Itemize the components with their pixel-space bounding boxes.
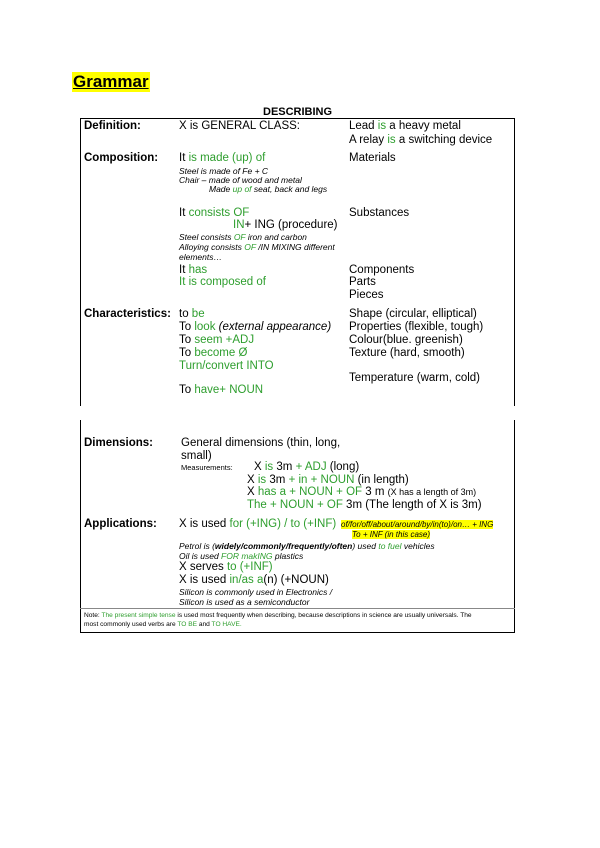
- characteristics-turn: Turn/convert INTO: [179, 360, 274, 372]
- characteristics-texture: Texture (hard, smooth): [349, 347, 465, 359]
- composition-ing: IN+ ING (procedure): [233, 219, 338, 231]
- composition-composed: It is composed of: [179, 276, 266, 288]
- table-rule-top: [80, 118, 514, 119]
- characteristics-colour: Colour(blue. greenish): [349, 334, 463, 346]
- composition-components: Components: [349, 264, 415, 276]
- dimensions-general-2: small): [181, 450, 212, 462]
- characteristics-have: To have+ NOUN: [179, 384, 264, 396]
- applications-silicon-2: Silicon is used as a semiconductor: [179, 597, 310, 607]
- applications-used-in: X is used in/as a(n) (+NOUN): [179, 574, 329, 586]
- section-heading: DESCRIBING: [263, 106, 333, 118]
- composition-steel-consists: Steel consists OF iron and carbon: [179, 232, 307, 242]
- page-title: Grammar: [73, 72, 149, 91]
- composition-seat-example: Made up of seat, back and legs: [209, 184, 328, 194]
- dimensions-m4: The + NOUN + OF 3m (The length of X is 3m): [247, 499, 482, 511]
- applications-used: X is used for (+ING) / to (+INF): [179, 518, 337, 530]
- composition-chair-example: Chair – made of wood and metal: [179, 175, 302, 185]
- applications-highlight-2: To + INF (in this case): [352, 530, 431, 539]
- composition-pieces: Pieces: [349, 289, 384, 301]
- composition-steel-example: Steel is made of Fe + C: [179, 166, 269, 176]
- composition-materials: Materials: [349, 152, 396, 164]
- table-rule-left-lower: [80, 420, 81, 632]
- applications-serves: X serves to (+INF): [179, 561, 273, 573]
- dimensions-general-1: General dimensions (thin, long,: [181, 437, 341, 449]
- characteristics-become: To become Ø: [179, 347, 248, 359]
- dimensions-label: Dimensions:: [84, 437, 154, 449]
- note-rule: [80, 608, 515, 609]
- characteristics-be: to be: [179, 308, 205, 320]
- table-rule-left: [80, 118, 81, 406]
- applications-highlight-1: of/for/off/about/around/by/in(to)/on… + ING: [341, 520, 494, 529]
- composition-label: Composition:: [84, 152, 159, 164]
- composition-made-of: It is made (up) of: [179, 152, 266, 164]
- dimensions-m2: X is 3m + in + NOUN (in length): [247, 474, 409, 486]
- dimensions-m1: X is 3m + ADJ (long): [254, 461, 360, 473]
- composition-elements: elements…: [179, 252, 222, 262]
- definition-example-1: Lead is a heavy metal: [349, 120, 461, 132]
- characteristics-look: To look (external appearance): [179, 321, 332, 333]
- applications-oil: Oil is used FOR makING plastics: [179, 551, 304, 561]
- composition-alloying: Alloying consists OF /IN MIXING different: [179, 242, 335, 252]
- applications-silicon-1: Silicon is commonly used in Electronics /: [179, 587, 333, 597]
- definition-label: Definition:: [84, 120, 141, 132]
- note-line-2: most commonly used verbs are TO BE and TO HAVE.: [84, 621, 242, 628]
- characteristics-properties: Properties (flexible, tough): [349, 321, 484, 333]
- table-rule-right: [514, 118, 515, 406]
- dimensions-measurements-label: Measurements:: [181, 463, 233, 472]
- applications-label: Applications:: [84, 518, 157, 530]
- note-line-1: Note: The present simple tense is used most frequently when describing, because descriptions in science are usually universals. The: [84, 612, 472, 619]
- characteristics-temperature: Temperature (warm, cold): [349, 372, 481, 384]
- dimensions-m3: X has a + NOUN + OF 3 m (X has a length of 3m): [247, 486, 477, 498]
- composition-consists: It consists OF: [179, 207, 250, 219]
- applications-petrol: Petrol is (widely/commonly/frequently/often) used to fuel vehicles: [179, 541, 435, 551]
- table-rule-bottom: [80, 632, 515, 633]
- composition-has: It has: [179, 264, 208, 276]
- table-rule-right-lower: [514, 420, 515, 632]
- characteristics-label: Characteristics:: [84, 308, 171, 320]
- composition-substances: Substances: [349, 207, 410, 219]
- characteristics-shape: Shape (circular, elliptical): [349, 308, 477, 320]
- composition-parts: Parts: [349, 276, 376, 288]
- definition-general: X is GENERAL CLASS:: [179, 120, 301, 132]
- characteristics-seem: To seem +ADJ: [179, 334, 255, 346]
- definition-example-2: A relay is a switching device: [349, 134, 493, 146]
